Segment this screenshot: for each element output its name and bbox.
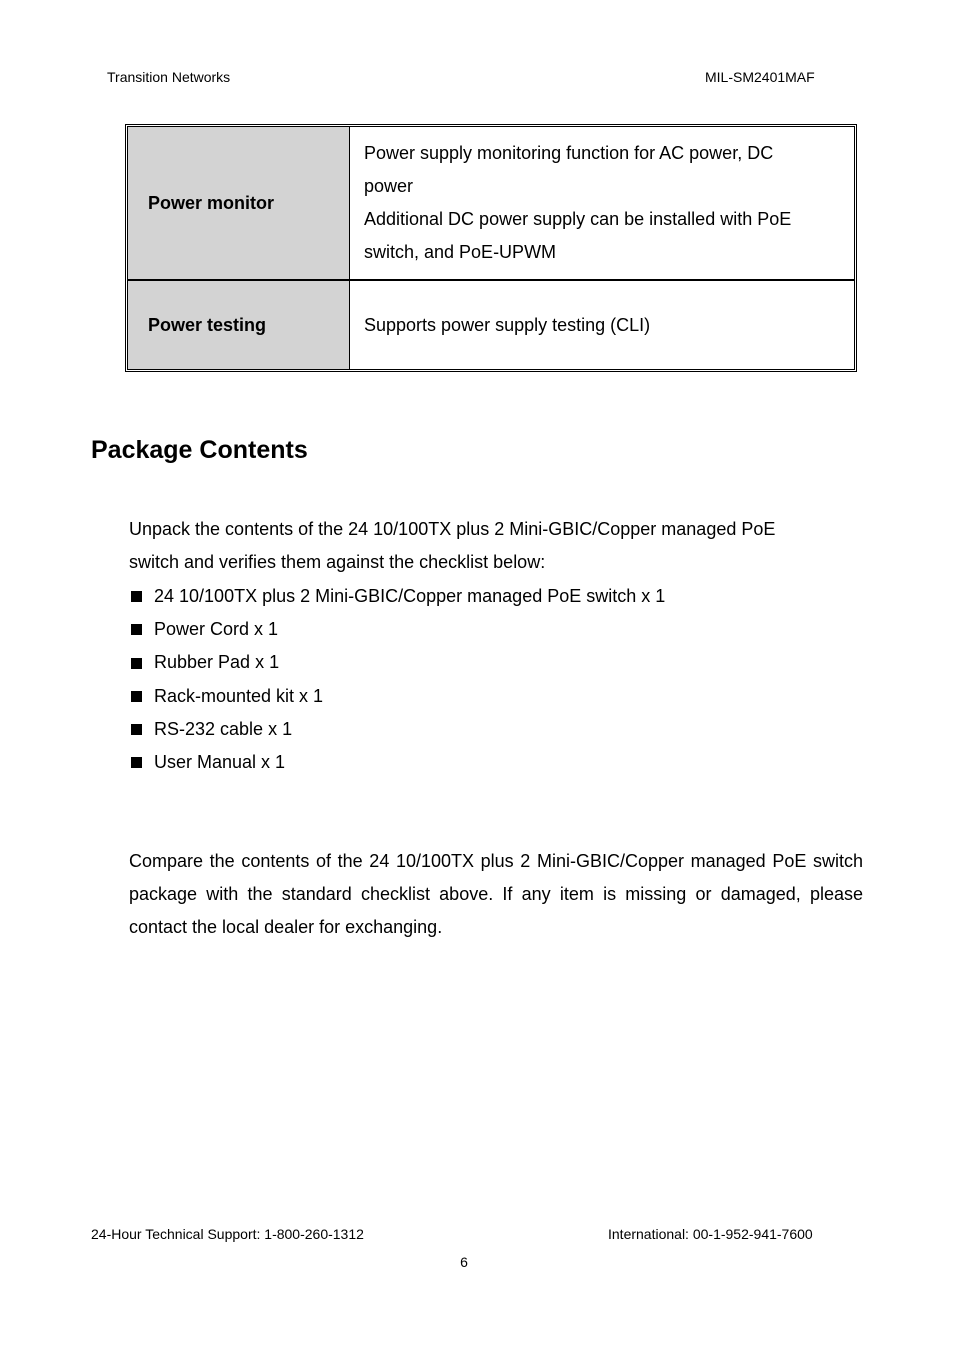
footer-international: International: 00-1-952-941-7600 (608, 1226, 813, 1242)
description-line: power (364, 176, 414, 196)
square-bullet-icon (131, 624, 142, 635)
list-item-text: Power Cord x 1 (154, 619, 279, 640)
description-line: switch, and PoE-UPWM (364, 242, 557, 262)
page-number: 6 (460, 1254, 468, 1270)
closing-paragraph: Compare the contents of the 24 10/100TX plus 2 Mini-GBIC/Copper managed PoE switch package with the standard checklist above. If any item is missing or damaged, please contact the local dealer for exchanging. (129, 851, 863, 937)
list-item-text: RS-232 cable x 1 (154, 718, 293, 739)
square-bullet-icon (131, 691, 142, 702)
intro-line: switch and verifies them against the checklist below: (129, 552, 546, 572)
description-line: Power supply monitoring function for AC power, DC (364, 143, 774, 163)
square-bullet-icon (131, 658, 142, 669)
table-row (128, 127, 854, 279)
footer-support: 24-Hour Technical Support: 1-800-260-1312 (91, 1226, 364, 1242)
list-item (129, 613, 665, 646)
intro-line: Unpack the contents of the 24 10/100TX plus 2 Mini-GBIC/Copper managed PoE (129, 519, 776, 539)
row-label: Power testing (128, 279, 350, 369)
description-line: Additional DC power supply can be installed with PoE (364, 209, 792, 229)
list-item-text: Rack-mounted kit x 1 (154, 685, 324, 706)
square-bullet-icon (131, 757, 142, 768)
row-description (350, 127, 854, 279)
list-item-text: 24 10/100TX plus 2 Mini-GBIC/Copper managed PoE switch x 1 (154, 586, 666, 606)
list-item-text: User Manual x 1 (154, 752, 286, 773)
list-item (129, 580, 665, 613)
list-item-text: Rubber Pad x 1 (154, 652, 280, 673)
description-line: Supports power supply testing (CLI) (364, 314, 651, 335)
intro-paragraph (129, 513, 863, 579)
square-bullet-icon (131, 591, 142, 602)
list-item (129, 646, 665, 679)
list-item (129, 680, 665, 713)
list-item (129, 746, 665, 779)
table-row (128, 279, 854, 369)
row-description (350, 279, 854, 369)
header-model: MIL-SM2401MAF (705, 69, 815, 85)
section-title: Package Contents (91, 436, 308, 464)
spec-table (125, 124, 857, 372)
square-bullet-icon (131, 724, 142, 735)
package-checklist (129, 580, 665, 779)
row-label: Power monitor (128, 127, 350, 279)
list-item (129, 713, 665, 746)
header-company: Transition Networks (107, 69, 231, 85)
